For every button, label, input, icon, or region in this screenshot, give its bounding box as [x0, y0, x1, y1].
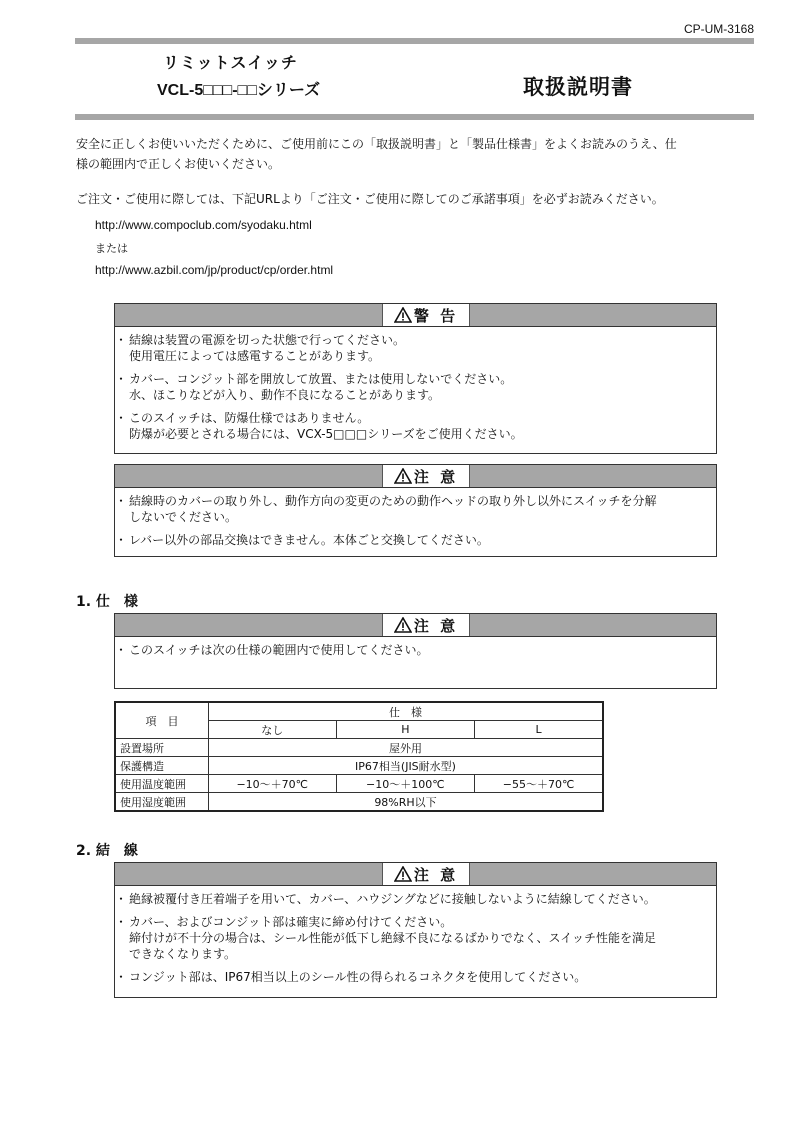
- wiring-item-1: ・ 絶縁被覆付き圧着端子を用いて、カバー、ハウジングなどに接触しないように結線してください。: [119, 891, 712, 907]
- warning-box-header: [115, 304, 716, 327]
- caution-triangle-icon: [394, 866, 412, 882]
- caution-label: 注 意: [382, 863, 470, 885]
- manual-title: 取扱説明書: [523, 75, 633, 99]
- warning-item-3: ・ このスイッチは、防爆仕様ではありません。 防爆が必要とされる場合には、VCX-5□□□シリーズをご使用ください。: [119, 410, 712, 442]
- header-rule-bottom: [75, 114, 754, 120]
- variant-none: なし: [209, 721, 337, 739]
- spec-header: 仕 様: [209, 702, 604, 721]
- url-azbil[interactable]: http://www.azbil.com/jp/product/cp/order.html: [95, 263, 334, 277]
- variant-h: H: [336, 721, 475, 739]
- product-series: VCL-5□□□-□□シリーズ: [157, 82, 321, 99]
- section-1-title: 1. 仕 様: [76, 594, 138, 610]
- wiring-item-3: ・ コンジット部は、IP67相当以上のシール性の得られるコネクタを使用してください。: [119, 969, 712, 985]
- warning-item-1: ・ 結線は装置の電源を切った状態で行ってください。 使用電圧によっては感電することがあります。: [119, 332, 712, 364]
- wiring-item-2: ・ カバー、およびコンジット部は確実に締め付けてください。 締付けが不十分の場合は、シール性能が低下し絶縁不良になるばかりでなく、スイッチ性能を満足 できなくなります。: [119, 914, 712, 962]
- intro-line-1: 安全に正しくお使いいただくために、ご使用前にこの「取扱説明書」と「製品仕様書」をよくお読みのうえ、仕: [76, 137, 677, 151]
- warning-triangle-icon: [394, 307, 412, 323]
- product-category: リミットスイッチ: [163, 53, 298, 72]
- caution-label: 注 意: [382, 614, 470, 636]
- caution-box-header: [115, 863, 716, 886]
- document-id: CP-UM-3168: [683, 22, 754, 36]
- caution-box-header: [115, 465, 716, 488]
- or-text: または: [95, 242, 128, 255]
- caution-box-spec: [114, 613, 717, 689]
- spec-caution-item: ・ このスイッチは次の仕様の範囲内で使用してください。: [119, 642, 712, 658]
- caution-label: 注 意: [382, 465, 470, 487]
- caution-box-wiring: [114, 862, 717, 998]
- intro-paragraph: [76, 134, 756, 174]
- table-row: 使用温度範囲 −10〜＋70℃ −10〜＋100℃ −55〜＋70℃: [115, 775, 603, 793]
- header-rule-top: [75, 38, 754, 44]
- caution-triangle-icon: [394, 468, 412, 484]
- warning-box: [114, 303, 717, 454]
- caution-item-2: ・ レバー以外の部品交換はできません。本体ごと交換してください。: [119, 532, 712, 548]
- warning-label: 警 告: [382, 304, 470, 326]
- caution-item-1: ・ 結線時のカバーの取り外し、動作方向の変更のための動作ヘッドの取り外し以外にスイッチを分解 しないでください。: [119, 493, 712, 525]
- table-row: 保護構造 IP67相当(JIS耐水型): [115, 757, 603, 775]
- table-row: 設置場所 屋外用: [115, 739, 603, 757]
- warning-item-2: ・ カバー、コンジット部を開放して放置、または使用しないでください。 水、ほこりなどが入り、動作不良になることがあります。: [119, 371, 712, 403]
- caution-triangle-icon: [394, 617, 412, 633]
- url-compoclub[interactable]: http://www.compoclub.com/syodaku.html: [95, 218, 312, 232]
- spec-table: [114, 701, 604, 812]
- item-header: 項 目: [115, 702, 209, 739]
- order-notice: ご注文・ご使用に際しては、下記URLより「ご注文・ご使用に際してのご承諾事項」を必ずお読みください。: [76, 192, 664, 206]
- table-row: 使用湿度範囲 98%RH以下: [115, 793, 603, 812]
- section-2-title: 2. 結 線: [76, 843, 138, 859]
- caution-box-general: [114, 464, 717, 557]
- caution-box-header: [115, 614, 716, 637]
- variant-l: L: [475, 721, 603, 739]
- intro-line-2: 様の範囲内で正しくお使いください。: [76, 157, 281, 171]
